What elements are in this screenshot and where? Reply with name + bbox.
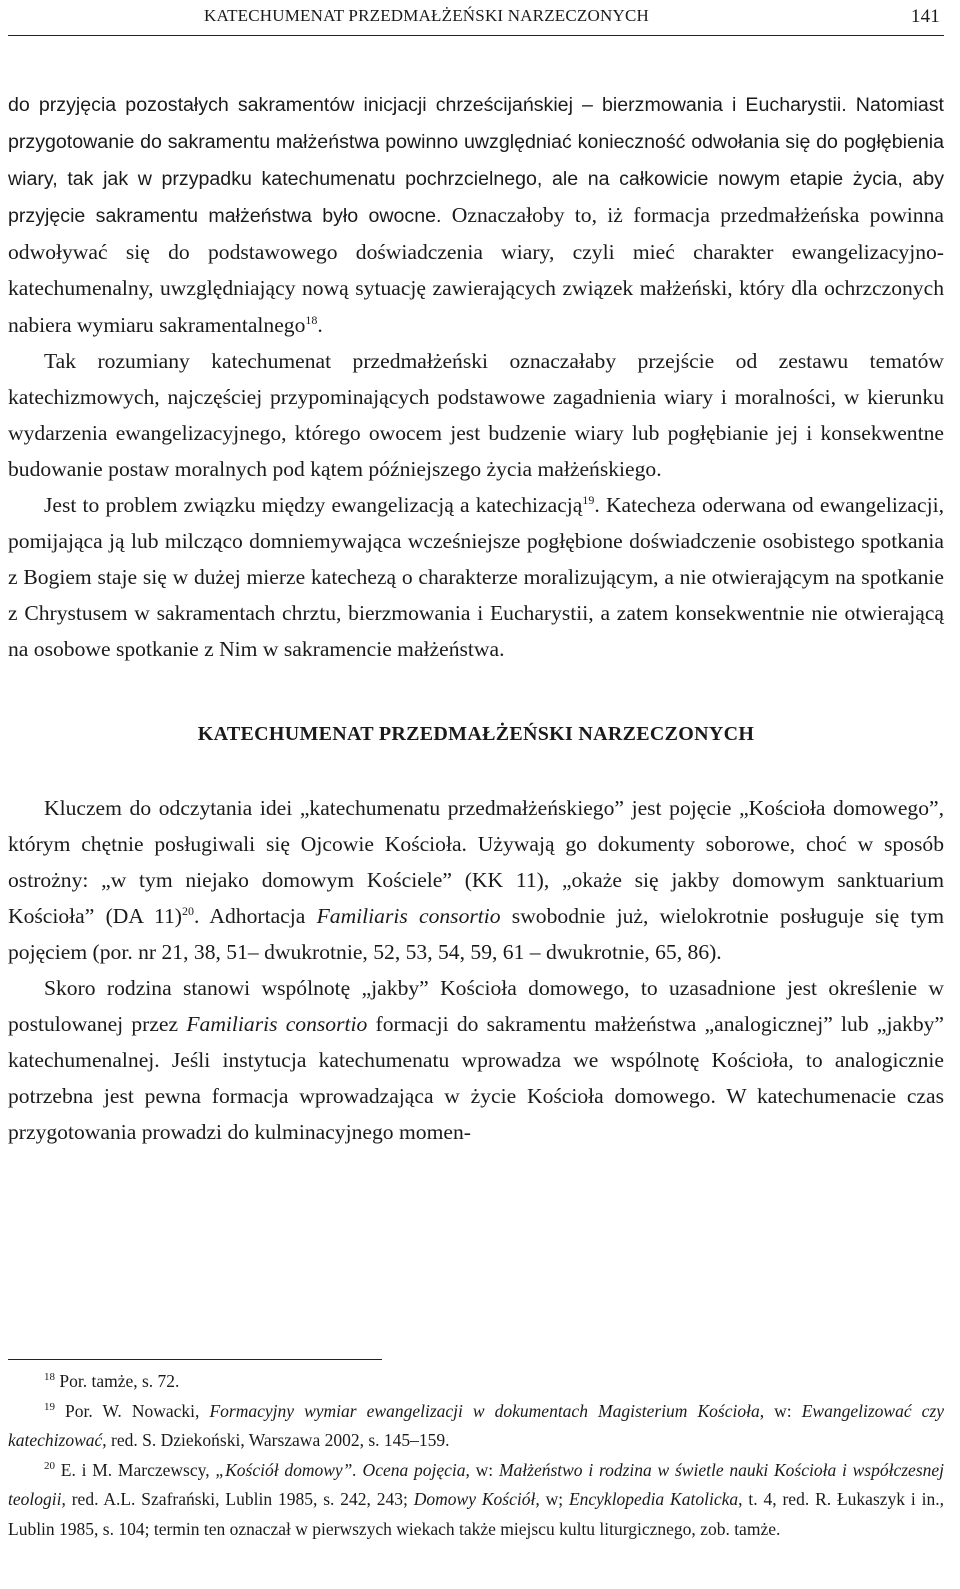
- paragraph-5: [8, 970, 944, 1150]
- footnote-ref-19: 19: [582, 492, 595, 507]
- footnote-19-author: Por. W. Nowacki,: [55, 1400, 210, 1421]
- header-rule: [8, 35, 944, 36]
- paragraph-4-mid: . Adhortacja: [193, 903, 317, 928]
- footnote-20-title: „Kościół domowy”. Ocena pojęcia: [215, 1459, 466, 1480]
- footnote-20-authors: E. i M. Marczewscy,: [55, 1459, 216, 1480]
- footnote-rule: [8, 1359, 382, 1360]
- running-title: KATECHUMENAT PRZEDMAŁŻEŃSKI NARZECZONYCH: [204, 6, 649, 25]
- footnote-18-number: 18: [44, 1371, 55, 1384]
- footnote-20-entry: Domowy Kościół,: [413, 1489, 540, 1510]
- footnote-18: [8, 1367, 944, 1397]
- paragraph-4-start: Kluczem do odczytania idei „katechumenatu przedmałżeńskiego” jest pojęcie „Kościoła domowego”, którym chętnie posługiwali się Ojcowie Kościoła. Używają go dokumenty soborowe, choć w sposób ostrożny: „w tym niejako domowym Kościele” (KK 11), „okaże się jakby domowym sanktuarium Kościoła” (DA 11): [8, 795, 944, 928]
- footnote-19-number: 19: [44, 1400, 55, 1413]
- page-number: 141: [910, 6, 940, 27]
- main-text: [8, 86, 944, 1151]
- footnote-ref-20: 20: [181, 903, 194, 918]
- footnote-19-title: Formacyjny wymiar ewangelizacji w dokumentach Magisterium Kościoła: [209, 1400, 760, 1421]
- footnote-19-in: , w:: [759, 1400, 802, 1421]
- footnote-20-in: , w:: [465, 1459, 499, 1480]
- paragraph-5-end: formacji do sakramentu małżeństwa „analogicznej” lub „jakby” katechumenalnej. Jeśli instytucja katechumenatu wprowadza we wspólnotę Kościoła, to analogicznie potrzebna jest pewna formacja wprowadzająca w życie Kościoła domowego. W katechumenacie czas przygotowania prowadzi do kulminacyjnego momen-: [8, 1012, 945, 1145]
- footnote-20-details-2: , t. 4, red. R. Łukaszyk i in., Lublin 1985, s. 104; termin ten oznaczał w pierwszych wiekach także miejscu kultu liturgicznego, zob. tamże.: [8, 1489, 944, 1539]
- footnote-20-details: , red. A.L. Szafrański, Lublin 1985, s. 242, 243;: [61, 1489, 414, 1510]
- paragraph-3-rest: . Katecheza oderwana od ewangelizacji, pomijająca ją lub milcząco domniemywająca wcześniejsze pogłębione doświadczenie osobistego spotkania z Bogiem staje się w dużej mierze katechezą o charakterze moralizującym, a nie otwierającym na spotkanie z Chrystusem w sakramentach chrztu, bierzmowania i Eucharystii, a zatem konsekwentnie nie otwierającą na osobowe spotkanie z Nim w sakramencie małżeństwa.: [8, 493, 944, 662]
- footnote-20-book: Małżeństwo i rodzina w świetle nauki Kościoła i współczesnej teologii: [8, 1459, 945, 1510]
- paragraph-5-italic-title: Familiaris consortio: [186, 1012, 368, 1037]
- footnote-20-encyclopedia: Encyklopedia Katolicka: [568, 1489, 739, 1510]
- footnotes: [8, 1367, 944, 1545]
- footnote-18-text: Por. tamże, s. 72.: [55, 1371, 180, 1391]
- paragraph-4-italic-title: Familiaris consortio: [316, 903, 501, 928]
- running-head: [8, 6, 944, 30]
- paragraph-2: Tak rozumiany katechumenat przedmałżeński oznaczałaby przejście od zestawu tematów katechizmowych, najczęściej przypominających podstawowe zagadnienia wiary i moralności, w kierunku wydarzenia ewangelizacyjnego, którego owocem jest budzenie wiary lub pogłębianie jej i konsekwentne budowanie postaw moralnych pod kątem późniejszego życia małżeńskiego.: [8, 348, 944, 481]
- paragraph-1-end: .: [317, 312, 323, 337]
- section-heading: KATECHUMENAT PRZEDMAŁŻEŃSKI NARZECZONYCH: [197, 722, 755, 745]
- paragraph-1: [8, 86, 944, 343]
- footnote-19: [8, 1397, 944, 1456]
- paragraph-3: [8, 487, 944, 667]
- footnote-19-book: Ewangelizować czy katechizować: [8, 1400, 944, 1451]
- footnote-20-in-2: w;: [539, 1489, 569, 1510]
- paragraph-5-start: Skoro rodzina stanowi wspólnotę „jakby” Kościoła domowego, to uzasadnione jest określenie w postulowanej przez: [8, 976, 944, 1037]
- paragraph-1-serif-portion: Oznaczałoby to, iż formacja przedmałżeńska powinna odwoływać się do podstawowego doświadczenia wiary, czyli mieć charakter ewangelizacyjno-katechumenalny, uwzględniający nową sytuację zawierających związek małżeński, który dla ochrzczonych nabiera wymiaru sakramentalnego: [8, 203, 944, 337]
- paragraph-4-end: swobodnie już, wielokrotnie posługuje się tym pojęciem (por. nr 21, 38, 51– dwukrotnie, 52, 53, 54, 59, 61 – dwukrotnie, 65, 86).: [8, 903, 944, 964]
- heading-spacer-bottom: [8, 752, 944, 790]
- footnote-ref-18: 18: [305, 312, 318, 327]
- footnote-20: [8, 1456, 944, 1545]
- paragraph-1-sans-portion: do przyjęcia pozostałych sakramentów inicjacji chrześcijańskiej – bierzmowania i Eucharystii. Natomiast przygotowanie do sakramentu małżeństwa powinno uwzględniać konieczność odwołania się do pogłębienia wiary, tak jak w przypadku katechumenatu pochrzcielnego, ale na całkowicie nowym etapie życia, aby przyjęcie sakramentu małżeństwa było owocne.: [8, 94, 944, 228]
- footnote-19-details: , red. S. Dziekoński, Warszawa 2002, s. 145–159.: [102, 1430, 450, 1451]
- footnote-20-number: 20: [44, 1459, 55, 1472]
- paragraph-3-start: Jest to problem związku między ewangelizacją a katechizacją: [44, 493, 583, 518]
- paragraph-4: [8, 790, 944, 970]
- heading-spacer-top: [8, 668, 944, 716]
